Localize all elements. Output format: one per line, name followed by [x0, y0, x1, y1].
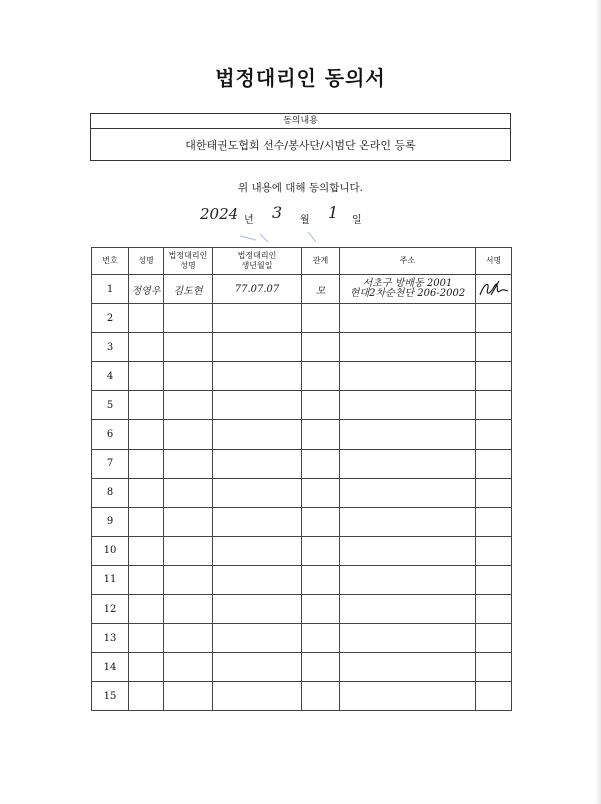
table-row [92, 420, 512, 449]
header-signature: 서명 [476, 248, 512, 275]
table-row [92, 478, 512, 507]
date-year-label: 년 [244, 215, 254, 226]
header-guardian-name: 법정대리인 성명 [164, 248, 213, 275]
header-name: 성명 [129, 248, 164, 275]
agree-statement: 위 내용에 대해 동의합니다. [238, 182, 363, 194]
row-number: 6 [92, 420, 129, 449]
table-row [92, 565, 512, 594]
header-address: 주소 [340, 248, 476, 275]
consent-header: 동의내용 [91, 114, 510, 129]
date-year: 2024 [200, 205, 239, 223]
address [340, 275, 476, 304]
table-row [92, 653, 512, 682]
date-month: 3 [272, 203, 283, 222]
table-row [92, 682, 512, 711]
guardian-birthdate: 77.07.07 [213, 275, 302, 304]
date-day: 1 [328, 203, 339, 222]
date-day-label: 일 [352, 215, 362, 226]
relation: 모 [302, 275, 340, 304]
row-number: 8 [92, 478, 129, 507]
table-row [92, 362, 512, 391]
row-number: 15 [92, 682, 129, 711]
student-name: 정영우 [129, 275, 164, 304]
row-number: 1 [92, 275, 129, 304]
guardian-table [91, 247, 512, 711]
signature [476, 275, 512, 304]
handwritten-signature [477, 279, 511, 299]
row-number: 14 [92, 653, 129, 682]
row-number: 4 [92, 362, 129, 391]
table-row [92, 333, 512, 362]
row-number: 3 [92, 333, 129, 362]
address-line-1: 서초구 방배동 2001 [362, 278, 453, 290]
row-number: 5 [92, 391, 129, 420]
table-row [92, 304, 512, 333]
table-row [92, 536, 512, 565]
row-number: 7 [92, 449, 129, 478]
header-guardian-birth: 법정대리인 생년월일 [213, 248, 302, 275]
row-number: 2 [92, 304, 129, 333]
table-row [92, 449, 512, 478]
consent-text: 대한태권도협회 선수/봉사단/시범단 온라인 등록 [185, 139, 416, 152]
row-number: 13 [92, 624, 129, 653]
address-line-2: 현대2차순천단 206-2002 [349, 288, 466, 300]
table-row [92, 595, 512, 624]
table-row [92, 391, 512, 420]
consent-box [90, 113, 511, 161]
row-number: 12 [92, 595, 129, 624]
date-line [200, 205, 400, 229]
table-row [92, 624, 512, 653]
guardian-name: 김도현 [164, 275, 213, 304]
page-title: 법정대리인 동의서 [215, 66, 386, 90]
table-row [92, 275, 512, 304]
row-number: 9 [92, 507, 129, 536]
table-row [92, 507, 512, 536]
table-header-row [92, 248, 512, 275]
stray-pen-mark [238, 230, 318, 246]
row-number: 11 [92, 565, 129, 594]
date-month-label: 월 [300, 215, 310, 226]
row-number: 10 [92, 536, 129, 565]
header-relation: 관계 [302, 248, 340, 275]
header-no: 번호 [92, 248, 129, 275]
